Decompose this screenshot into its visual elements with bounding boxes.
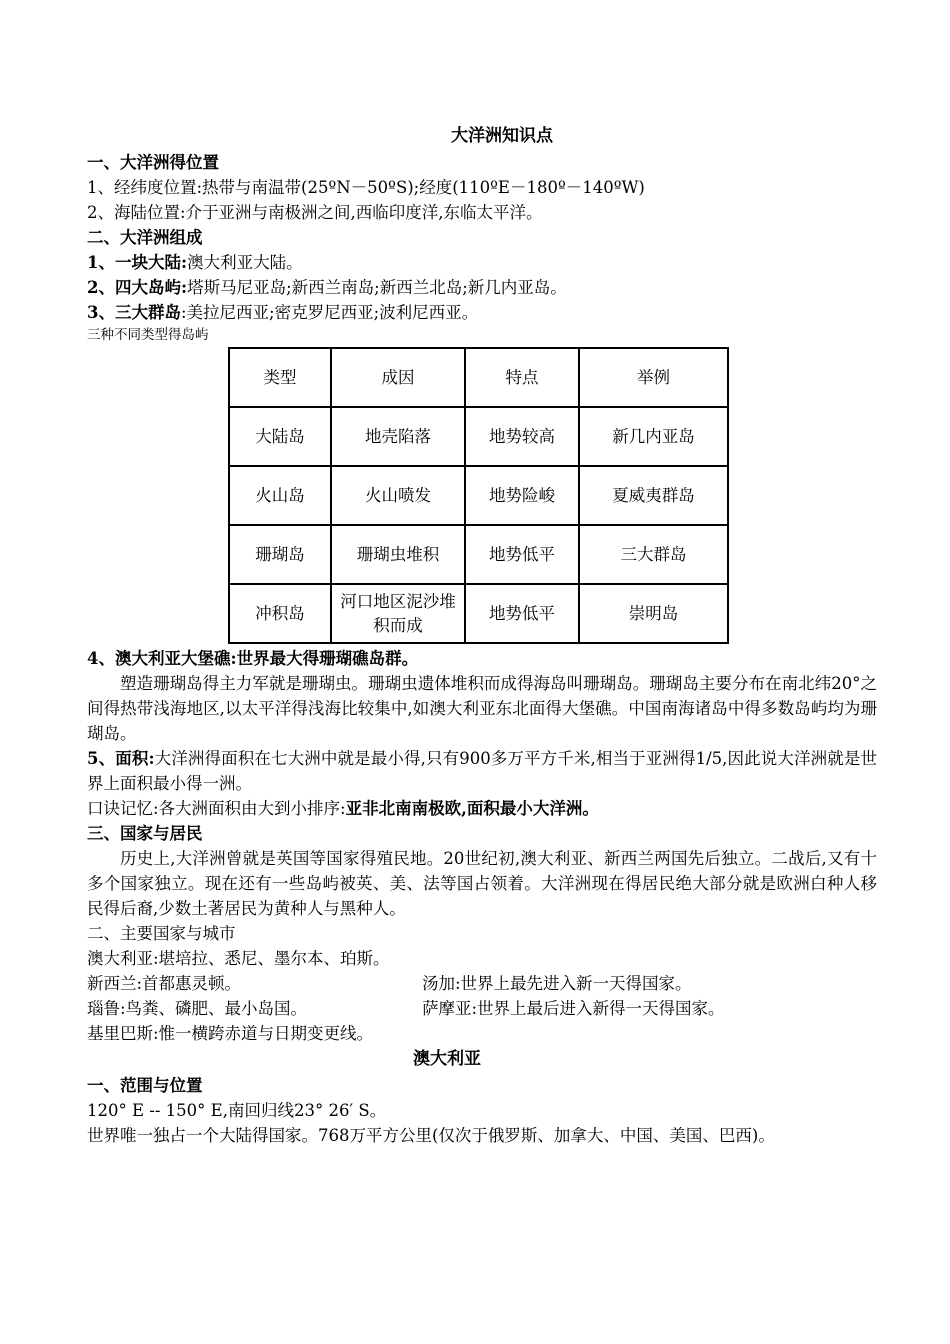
table-header-cell: 成因 [331, 348, 465, 407]
table-cell: 火山喷发 [331, 466, 465, 525]
table-cell: 地势险峻 [465, 466, 579, 525]
city-right: 汤加:世界上最先进入新一天得国家。 [422, 974, 692, 993]
island-types-table [228, 347, 729, 644]
city-left: 瑙鲁:鸟粪、磷肥、最小岛国。 [87, 999, 308, 1018]
section-heading-location: 一、大洋洲得位置 [87, 153, 219, 172]
item-text: 澳大利亚大陆。 [187, 253, 303, 272]
table-cell: 河口地区泥沙堆积而成 [331, 584, 465, 643]
area-text: 大洋洲得面积在七大洲中就是最小得,只有900多万平方千米,相当于亚洲得1/5,因此说大洋洲就是世界上面积最小得一洲。 [87, 749, 877, 793]
table-caption: 三种不同类型得岛屿 [87, 327, 209, 343]
table-cell: 地势较高 [465, 407, 579, 466]
table-header-cell: 特点 [465, 348, 579, 407]
section-heading-composition: 二、大洋洲组成 [87, 228, 203, 247]
item-label: 2、四大岛屿: [87, 278, 188, 297]
area-label: 5、面积: [87, 749, 155, 768]
table-cell: 地势低平 [465, 584, 579, 643]
item-text: 塔斯马尼亚岛;新西兰南岛;新西兰北岛;新几内亚岛。 [187, 278, 567, 297]
item-label: 1、一块大陆: [87, 253, 188, 272]
table-header-cell: 类型 [229, 348, 331, 407]
australia-title: 澳大利亚 [413, 1049, 481, 1069]
item-text: :美拉尼西亚;密克罗尼西亚;波利尼西亚。 [180, 303, 479, 322]
reef-heading: 4、澳大利亚大堡礁:世界最大得珊瑚礁岛群。 [87, 649, 419, 668]
table-cell: 三大群岛 [579, 525, 728, 584]
countries-paragraph: 历史上,大洋洲曾就是英国等国家得殖民地。20世纪初,澳大利亚、新西兰两国先后独立。二战后,又有十多个国家独立。现在还有一些岛屿被英、美、法等国占领着。大洋洲现在得居民绝大部分就是欧洲白种人移民得后裔,少数土著居民为黄种人与黑种人。 [87, 849, 877, 918]
table-cell: 珊瑚岛 [229, 525, 331, 584]
table-cell: 新几内亚岛 [579, 407, 728, 466]
table-row [229, 525, 728, 584]
table-cell: 大陆岛 [229, 407, 331, 466]
reef-paragraph: 塑造珊瑚岛得主力军就是珊瑚虫。珊瑚虫遗体堆积而成得海岛叫珊瑚岛。珊瑚岛主要分布在南北纬20°之间得热带浅海地区,以太平洋得浅海比较集中,如澳大利亚东北面得大堡礁。中国南海诸岛中得多数岛屿均为珊瑚岛。 [87, 674, 877, 743]
list-item [87, 275, 877, 300]
table-row [229, 584, 728, 643]
table-cell: 地壳陷落 [331, 407, 465, 466]
mnemonic-label: 口诀记忆:各大洲面积由大到小排序: [87, 799, 346, 818]
table-row [229, 407, 728, 466]
table-header-row [229, 348, 728, 407]
mnemonic-bold: 亚非北南南极欧,面积最小大洋洲。 [345, 799, 599, 818]
document-page [87, 122, 877, 1148]
city-right: 萨摩亚:世界上最后进入新得一天得国家。 [422, 999, 725, 1018]
sub-heading: 二、主要国家与城市 [87, 924, 236, 943]
text-line [87, 971, 877, 996]
section-heading-range: 一、范围与位置 [87, 1076, 203, 1095]
mnemonic-line [87, 796, 877, 821]
table-cell: 冲积岛 [229, 584, 331, 643]
table-cell: 崇明岛 [579, 584, 728, 643]
text-line [87, 996, 877, 1021]
table-header-cell: 举例 [579, 348, 728, 407]
table-cell: 地势低平 [465, 525, 579, 584]
text-line: 澳大利亚:堪培拉、悉尼、墨尔本、珀斯。 [87, 949, 390, 968]
table-row [229, 466, 728, 525]
australia-paragraph: 世界唯一独占一个大陆得国家。768万平方公里(仅次于俄罗斯、加拿大、中国、美国、巴西)。 [87, 1126, 775, 1145]
area-paragraph [87, 746, 877, 796]
text-line: 2、海陆位置:介于亚洲与南极洲之间,西临印度洋,东临太平洋。 [87, 203, 543, 222]
text-line: 1、经纬度位置:热带与南温带(25ºN－50ºS);经度(110ºE－180º－140ºW) [87, 178, 645, 197]
page-title: 大洋洲知识点 [451, 126, 553, 146]
text-line: 基里巴斯:惟一横跨赤道与日期变更线。 [87, 1024, 374, 1043]
city-left: 新西兰:首都惠灵顿。 [87, 974, 242, 993]
list-item [87, 250, 877, 275]
table-cell: 火山岛 [229, 466, 331, 525]
text-line: 120° E -- 150° E,南回归线23° 26′ S。 [87, 1101, 387, 1120]
table-cell: 夏威夷群岛 [579, 466, 728, 525]
table-cell: 珊瑚虫堆积 [331, 525, 465, 584]
list-item [87, 300, 877, 325]
item-label: 3、三大群岛 [87, 303, 181, 322]
section-heading-countries: 三、国家与居民 [87, 824, 203, 843]
